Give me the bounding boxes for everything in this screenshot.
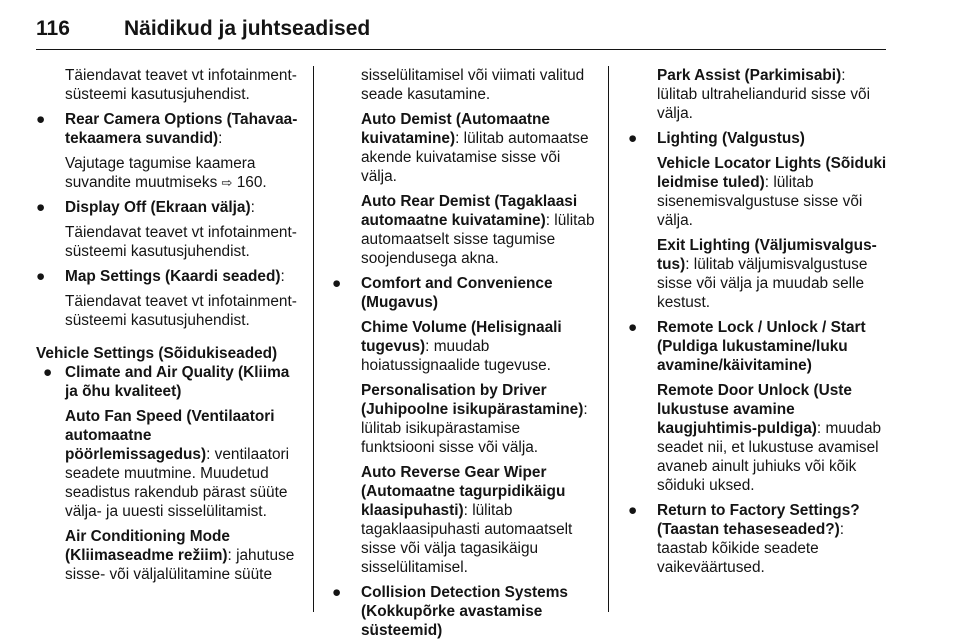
subitem-text: : lülitab automaatselt sisse tagumise soojendusega akna.	[361, 212, 595, 267]
subitem-title: Park Assist (Parkimisabi)	[657, 67, 842, 84]
subitem-title: Remote Door Unlock (Uste lukustuse avamine kaugjuhtimis-puldiga)	[657, 382, 852, 437]
item-text: Täiendavat teavet vt infotainment-süsteemi kasutusjuhendist.	[65, 224, 297, 260]
list-item	[332, 583, 596, 640]
continued-block	[628, 66, 888, 123]
list-item	[36, 363, 300, 584]
list-item	[628, 129, 888, 312]
subitem-title: Exit Lighting (Väljumisvalgus-tus)	[657, 237, 877, 273]
bullet-icon: ●	[332, 275, 342, 292]
bullet-icon: ●	[43, 364, 53, 381]
column-1	[36, 66, 300, 584]
item-title: Lighting (Valgustus)	[657, 130, 805, 147]
continued-text: sisselülitamisel või viimati valitud seade kasutamine.	[361, 67, 585, 103]
item-text: Vajutage tagumise kaamera suvandite muutmiseks	[65, 155, 256, 191]
bullet-icon: ●	[332, 584, 342, 601]
subitem-text: : lülitab sisenemisvalgustuse sisse või välja.	[657, 174, 863, 229]
item-title: Map Settings (Kaardi seaded)	[65, 268, 281, 285]
subitem-text: : lülitab ultraheliandurid sisse või välja.	[657, 67, 871, 122]
subitem-text: : ventilaatori seadete muutmine. Muudetud seadistus rakendub pärast süüte välja- ja uuesti sisselülitamist.	[65, 446, 290, 520]
bullet-icon: ●	[36, 268, 46, 285]
list-item: ● Rear Camera Options (Tahavaa-tekaamera suvandid): Vajutage tagumise kaamera suvandite muutmiseks ⇨ 160.	[36, 111, 298, 191]
continued-block	[332, 66, 596, 268]
subitem-text: : lülitab automaatse akende kuivatamise sisse või välja.	[361, 130, 589, 185]
bullet-icon: ●	[36, 111, 46, 128]
subitem-text: : lülitab tagaklaasipuhasti automaatselt sisse või välja tagasikäigu sisselülitamisel.	[361, 502, 573, 576]
subitem-text: : lülitab väljumisvalgustuse sisse või välja ja muudab selle kestust.	[657, 256, 868, 311]
intro-text: Täiendavat teavet vt infotainment-süsteemi kasutusjuhendist.	[65, 67, 297, 103]
item-title: Comfort and Convenience (Mugavus)	[361, 275, 553, 311]
item-title: Display Off (Ekraan välja)	[65, 199, 251, 216]
page-header	[36, 16, 886, 46]
subitem-title: Auto Rear Demist (Tagaklaasi automaatne kuivatamine)	[361, 193, 578, 229]
item-title: Climate and Air Quality (Kliima ja õhu kvaliteet)	[65, 364, 290, 400]
item-text: : taastab kõikide seadete vaikeväärtused.	[657, 521, 845, 576]
column-divider-2	[608, 66, 609, 612]
column-3	[628, 66, 888, 577]
subitem-title: Auto Fan Speed (Ventilaatori automaatne pöörlemissagedus)	[65, 408, 275, 463]
subitem-title: Vehicle Locator Lights (Sõiduki leidmise tuled)	[657, 155, 887, 191]
item-title: Rear Camera Options (Tahavaa-tekaamera suvandid)	[65, 111, 298, 147]
column-2	[332, 66, 596, 640]
page-title: Näidikud ja juhtseadised	[124, 17, 371, 40]
column-divider-1	[313, 66, 314, 612]
list-item	[332, 274, 596, 577]
bullet-icon: ●	[628, 502, 638, 519]
subitem-text: : muudab seadet nii, et lukustuse avamisel avaneb ainult juhiuks või kõik sõiduki uksed.	[657, 420, 882, 494]
subitem-text: : lülitab isikupärastamise funktsiooni sisse või välja.	[361, 401, 588, 456]
list-item: ● Display Off (Ekraan välja): Täiendavat teavet vt infotainment-süsteemi kasutusjuhendist.	[36, 198, 300, 261]
bullet-icon: ●	[628, 130, 638, 147]
page-number: 116	[36, 17, 70, 40]
subitem-title: Auto Demist (Automaatne kuivatamine)	[361, 111, 550, 147]
subitem-text: : jahutuse sisse- või väljalülitamine süüte	[65, 547, 295, 583]
section-heading: Vehicle Settings (Sõidukiseaded)	[36, 345, 278, 362]
subitem-title: Chime Volume (Helisignaali tugevus)	[361, 319, 562, 355]
item-title: Remote Lock / Unlock / Start (Puldiga lukustamine/luku avamine/käivitamine)	[657, 319, 866, 374]
subitem-text: : muudab hoiatussignaalide tugevuse.	[361, 338, 551, 374]
list-item	[628, 501, 888, 577]
subitem-title: Air Conditioning Mode (Kliimaseadme režiim)	[65, 528, 230, 564]
item-title: Return to Factory Settings? (Taastan tehaseseaded?)	[657, 502, 860, 538]
item-title: Collision Detection Systems (Kokkupõrke avastamise süsteemid)	[361, 584, 568, 639]
bullet-icon: ●	[628, 319, 638, 336]
page-ref: 160.	[236, 174, 267, 191]
list-item: ● Map Settings (Kaardi seaded): Täiendavat teavet vt infotainment-süsteemi kasutusjuhendist.	[36, 267, 300, 330]
bullet-icon: ●	[36, 199, 46, 216]
subitem-title: Auto Reverse Gear Wiper (Automaatne tagurpidikäigu klaasipuhasti)	[361, 464, 566, 519]
list-item	[628, 318, 888, 495]
page-ref-arrow-icon: ⇨	[221, 175, 233, 190]
subitem-title: Personalisation by Driver (Juhipoolne isikupärastamine)	[361, 382, 584, 418]
header-divider	[36, 49, 886, 50]
item-text: Täiendavat teavet vt infotainment-süsteemi kasutusjuhendist.	[65, 293, 297, 329]
